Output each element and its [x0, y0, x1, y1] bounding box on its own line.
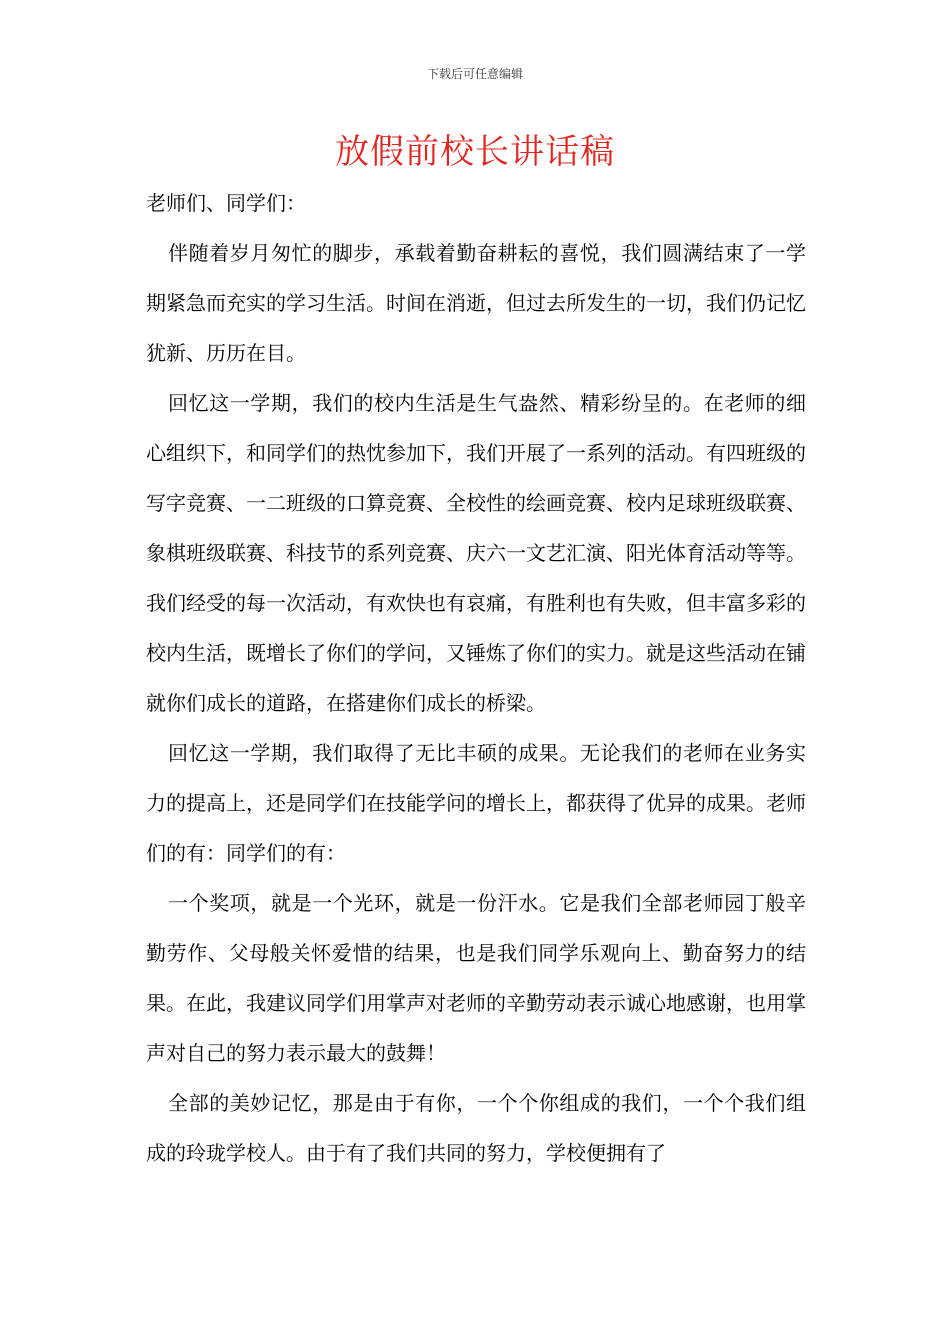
paragraph-3: 回忆这一学期，我们取得了无比丰硕的成果。无论我们的老师在业务实力的提高上，还是同学们在技能学问的增长上，都获得了优异的成果。老师们的有：同学们的有：	[146, 741, 806, 865]
document-title: 放假前校长讲话稿	[335, 132, 615, 172]
salutation: 老师们、同学们：	[146, 191, 306, 215]
document-body	[146, 178, 806, 1178]
header-note: 下载后可任意编辑	[426, 67, 523, 81]
paragraph-5: 全部的美妙记忆，那是由于有你，一个个你组成的我们，一个个我们组成的玲珑学校人。由于有了我们共同的努力，学校便拥有了	[146, 1091, 806, 1165]
paragraph-4: 一个奖项，就是一个光环，就是一份汗水。它是我们全部老师园丁般辛勤劳作、父母般关怀爱惜的结果，也是我们同学乐观向上、勤奋努力的结果。在此，我建议同学们用掌声对老师的辛勤劳动表示诚心地感谢，也用掌声对自己的努力表示最大的鼓舞！	[146, 891, 806, 1065]
paragraph-2: 回忆这一学期，我们的校内生活是生气盎然、精彩纷呈的。在老师的细心组织下，和同学们的热忱参加下，我们开展了一系列的活动。有四班级的写字竞赛、一二班级的口算竞赛、全校性的绘画竞赛、校内足球班级联赛、象棋班级联赛、科技节的系列竞赛、庆六一文艺汇演、阳光体育活动等等。我们经受的每一次活动，有欢快也有哀痛，有胜利也有失败，但丰富多彩的校内生活，既增长了你们的学问，又锤炼了你们的实力。就是这些活动在铺就你们成长的道路，在搭建你们成长的桥梁。	[146, 391, 806, 715]
paragraph-1: 伴随着岁月匆忙的脚步，承载着勤奋耕耘的喜悦，我们圆满结束了一学期紧急而充实的学习生活。时间在消逝，但过去所发生的一切，我们仍记忆犹新、历历在目。	[146, 241, 806, 365]
